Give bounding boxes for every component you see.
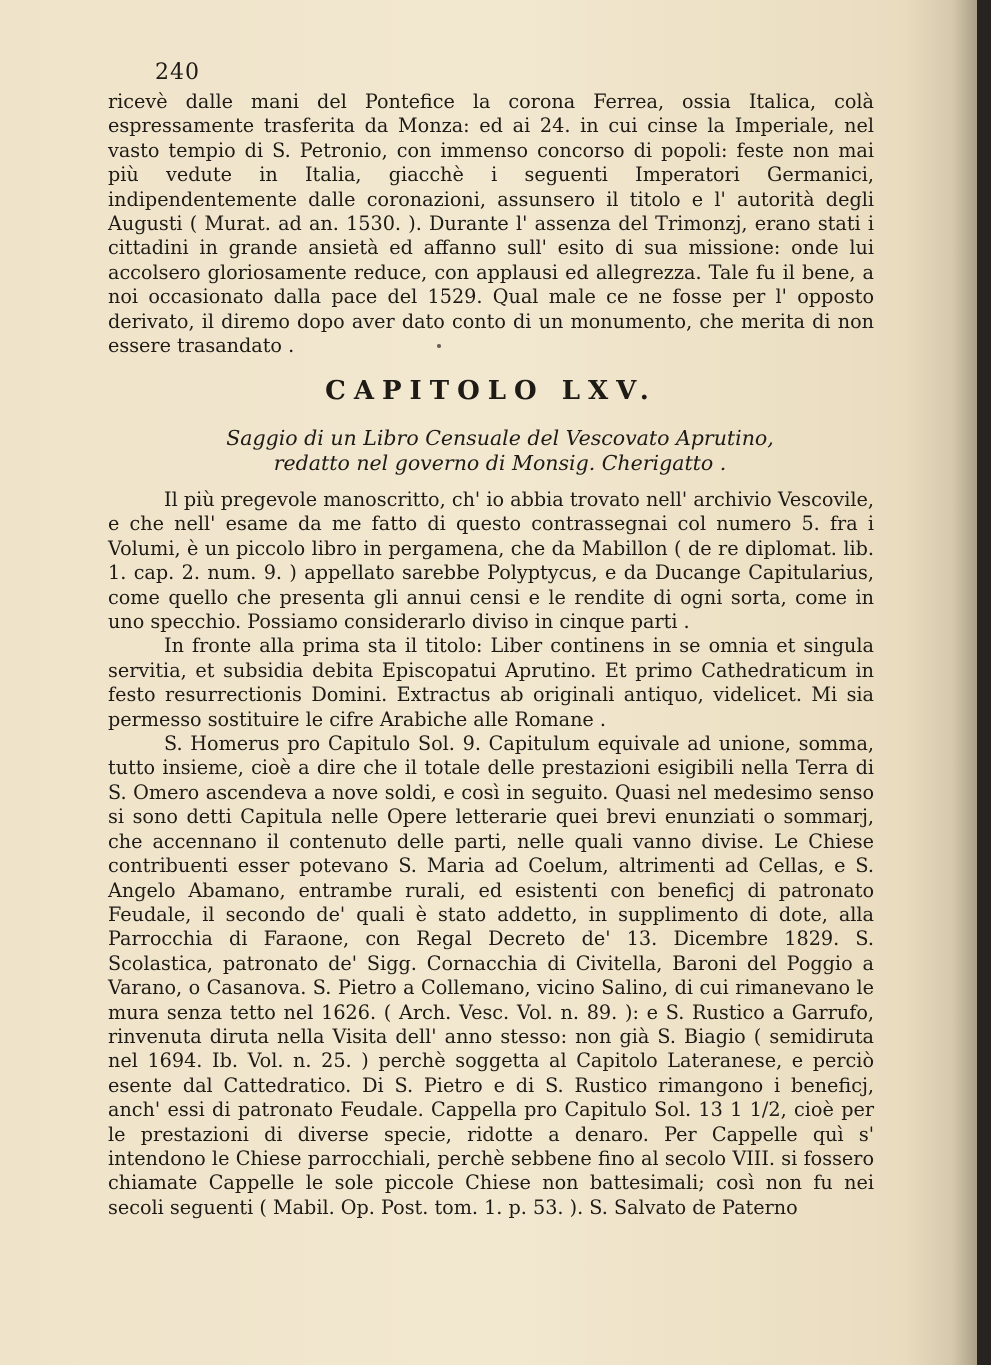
chapter-body	[108, 488, 874, 1220]
page-number: 240	[155, 60, 200, 85]
text-before-chapter	[108, 90, 874, 358]
paragraph: ricevè dalle mani del Pontefice la corona Ferrea, ossia Italica, colà espressamente trasferita da Monza: ed ai 24. in cui cinse la Imperiale, nel vasto tempio di S. Petronio, con immenso concorso di popoli: feste non mai più vedute in Italia, giacchè i seguenti Imperatori Germanici, indipendentemente dalle coronazioni, assunsero il titolo e l' autorità degli Augusti ( Murat. ad an. 1530. ). Durante l' assenza del Trimonzj, erano stati i cittadini in grande ansietà ed affanno sull' esito di sua missione: onde lui accolsero gloriosamente reduce, con applausi ed allegrezza. Tale fu il bene, a noi occasionato dalla pace del 1529. Qual male ce ne fosse per l' opposto derivato, il diremo dopo aver dato conto di un monumento, che merita di non essere trasandato .	[108, 90, 874, 358]
chapter-subtitle-line: redatto nel governo di Monsig. Cherigatto .	[273, 451, 727, 475]
paragraph: Il più pregevole manoscritto, ch' io abbia trovato nell' archivio Vescovile, e che nell' esame da me fatto di questo contrassegnai col numero 5. fra i Volumi, è un piccolo libro in pergamena, che da Mabillon ( de re diplomat. lib. 1. cap. 2. num. 9. ) appellato sarebbe Polyptycus, e da Ducange Capitularius, come quello che presenta gli annui censi e le rendite di ogni sorta, come in uno specchio. Possiamo considerarlo diviso in cinque parti .	[108, 488, 874, 634]
paragraph: In fronte alla prima sta il titolo: Liber continens in se omnia et singula servitia, et subsidia debita Episcopatui Aprutino. Et primo Cathedraticum in festo resurrectionis Domini. Extractus ab originali antiquo, videlicet. Mi sia permesso sostituire le cifre Arabiche alle Romane .	[108, 634, 874, 731]
paragraph: S. Homerus pro Capitulo Sol. 9. Capitulum equivale ad unione, somma, tutto insieme, cioè a dire che il totale delle prestazioni esigibili nella Terra di S. Omero ascendeva a nove soldi, e così in seguito. Quasi nel medesimo senso si sono detti Capitula nelle Opere letterarie quei brevi enunziati o sommarj, che accennano il contenuto delle parti, nelle quali vanno divise. Le Chiese contribuenti esser potevano S. Maria ad Coelum, altrimenti ad Cellas, e S. Angelo Abamano, entrambe rurali, ed esistenti con beneficj di patronato Feudale, il secondo de' quali è stato addetto, in supplimento di dote, alla Parrocchia di Faraone, con Regal Decreto de' 13. Dicembre 1829. S. Scolastica, patronato de' Sigg. Cornacchia di Civitella, Baroni del Poggio a Varano, o Casanova. S. Pietro a Collemano, vicino Salino, di cui rimanevano le mura senza tetto nel 1626. ( Arch. Vesc. Vol. n. 89. ): e S. Rustico a Garrufo, rinvenuta diruta nella Visita dell' anno stesso: non già S. Biagio ( semidiruta nel 1694. Ib. Vol. n. 25. ) perchè soggetta al Capitolo Lateranese, e perciò esente dal Cattedratico. Di S. Pietro e di S. Rustico rimangono i beneficj, anch' essi di patronato Feudale. Cappella pro Capitulo Sol. 13 1 1/2, cioè per le prestazioni di diverse specie, ridotte a denaro. Per Cappelle quì s' intendono le Chiese parrocchiali, perchè sebbene fino al secolo VIII. si fossero chiamate Cappelle le sole piccole Chiese non battesimali; così non fu nei secoli seguenti ( Mabil. Op. Post. tom. 1. p. 53. ). S. Salvato de Paterno	[108, 732, 874, 1219]
chapter-heading: CAPITOLO LXV.	[325, 376, 657, 406]
chapter-subtitle-line: Saggio di un Libro Censuale del Vescovato Aprutino,	[226, 426, 774, 450]
dot-mark	[437, 344, 441, 348]
page-edge-dark	[977, 0, 991, 1365]
chapter-subtitle	[150, 426, 850, 476]
